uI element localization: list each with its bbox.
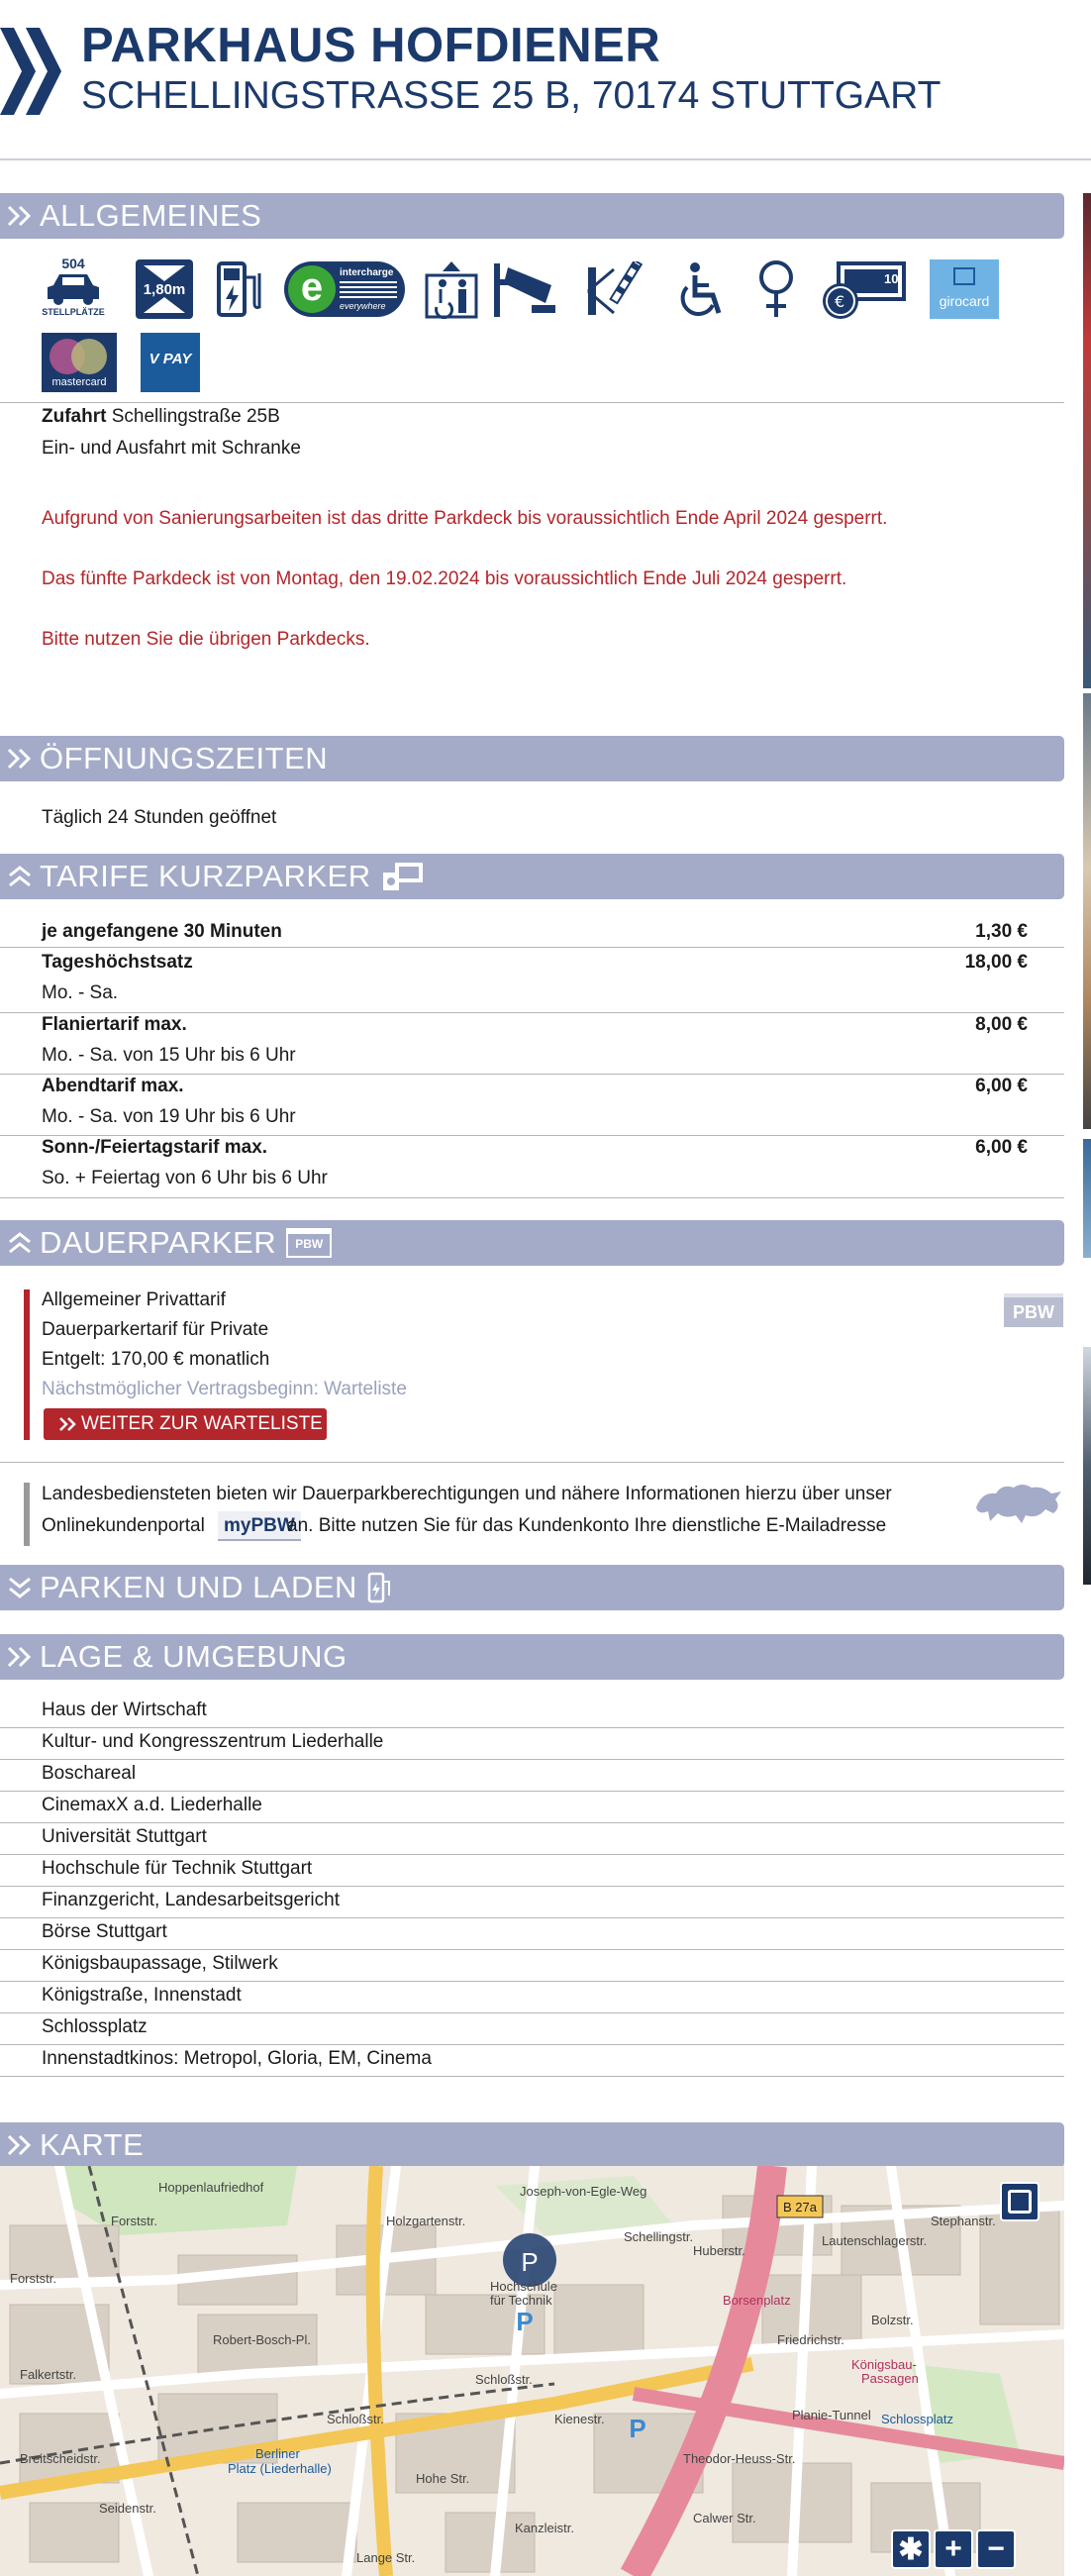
list-item: Finanzgericht, Landesarbeitsgericht bbox=[42, 1890, 341, 1910]
section-oeffnungszeiten[interactable] bbox=[0, 736, 1064, 781]
section-title: DAUERPARKER bbox=[40, 1225, 277, 1260]
list-item: Haus der Wirtschaft bbox=[42, 1700, 207, 1720]
pbw-logo-icon bbox=[286, 1228, 332, 1258]
access-value: Schellingstraße 25B bbox=[111, 406, 280, 427]
map-label: Lange Str. bbox=[356, 2550, 416, 2565]
divider bbox=[0, 2044, 1064, 2045]
map-label: Königsbau- bbox=[851, 2357, 917, 2372]
info-text: an. Bitte nutzen Sie für das Kundenkonto Ihre dienstliche E-Mailadresse bbox=[287, 1515, 887, 1536]
divider bbox=[0, 1949, 1064, 1950]
zoom-out-button[interactable]: − bbox=[976, 2529, 1016, 2569]
double-chevron-up-icon bbox=[0, 1220, 40, 1266]
divider bbox=[0, 1917, 1064, 1918]
map-label: Planie-Tunnel bbox=[792, 2408, 871, 2422]
page-address: SCHELLINGSTRASSE 25 B, 70174 STUTTGART bbox=[81, 74, 942, 117]
list-item: Hochschule für Technik Stuttgart bbox=[42, 1858, 313, 1879]
vpay-icon bbox=[141, 333, 200, 392]
divider bbox=[0, 1759, 1064, 1760]
mastercard-label: mastercard bbox=[51, 376, 107, 388]
intercharge-icon bbox=[284, 261, 405, 317]
double-chevron-logo-icon bbox=[0, 28, 71, 115]
divider bbox=[0, 1981, 1064, 1982]
girocard-label: girocard bbox=[939, 293, 990, 309]
waitlist-button[interactable] bbox=[44, 1408, 327, 1440]
accessible-elevator-icon bbox=[423, 259, 480, 319]
map-label: Hoppenlaufriedhof bbox=[158, 2180, 264, 2195]
section-allgemeines[interactable] bbox=[0, 193, 1064, 239]
page-title: PARKHAUS HOFDIENER bbox=[81, 19, 661, 72]
map-label: Holzgartenstr. bbox=[386, 2214, 466, 2228]
dauer-line: Dauerparkertarif für Private bbox=[42, 1319, 269, 1340]
section-karte[interactable] bbox=[0, 2122, 1064, 2168]
fullscreen-button[interactable] bbox=[1000, 2182, 1040, 2221]
ticket-cash-icon bbox=[381, 861, 425, 892]
tariff-detail: Mo. - Sa. bbox=[42, 982, 119, 1003]
notice-text: Bitte nutzen Sie die übrigen Parkdecks. bbox=[42, 629, 370, 650]
section-title: PARKEN UND LADEN bbox=[40, 1570, 357, 1604]
payment-count: 10 bbox=[884, 271, 899, 286]
parking-symbol: P bbox=[629, 2414, 646, 2443]
double-chevron-up-icon bbox=[0, 854, 40, 899]
ev-charging-station-icon bbox=[215, 259, 264, 319]
tariff-name: Tageshöchstsatz bbox=[42, 952, 193, 973]
bw-lion-logo-icon bbox=[972, 1478, 1065, 1525]
page-header bbox=[0, 0, 1091, 160]
notice-text: Aufgrund von Sanierungsarbeiten ist das dritte Parkdeck bis voraussichtlich Ende April 2024 gesperrt. bbox=[42, 508, 888, 529]
double-chevron-right-icon bbox=[0, 1634, 40, 1680]
map-label: Seidenstr. bbox=[99, 2501, 156, 2516]
tariff-price: 8,00 € bbox=[975, 1014, 1028, 1035]
side-photo-strip-2 bbox=[1083, 693, 1091, 1129]
list-item: Königsbaupassage, Stilwerk bbox=[42, 1953, 278, 1974]
parking-symbol: P bbox=[516, 2307, 534, 2336]
divider bbox=[0, 1822, 1064, 1823]
barrier-text: Ein- und Ausfahrt mit Schranke bbox=[42, 438, 301, 459]
map-label: Borsenplatz bbox=[723, 2293, 791, 2308]
map[interactable] bbox=[0, 2166, 1064, 2576]
tariff-detail: Mo. - Sa. von 19 Uhr bis 6 Uhr bbox=[42, 1106, 296, 1127]
side-photo-strip-4 bbox=[1083, 1347, 1091, 1585]
divider bbox=[0, 402, 1064, 403]
tariff-detail: Mo. - Sa. von 15 Uhr bis 6 Uhr bbox=[42, 1045, 296, 1066]
map-label: Bolzstr. bbox=[871, 2313, 914, 2327]
divider bbox=[0, 947, 1064, 948]
double-chevron-right-icon bbox=[0, 193, 40, 239]
divider bbox=[0, 1135, 1064, 1136]
list-item: Schlossplatz bbox=[42, 2016, 148, 2037]
double-chevron-down-icon bbox=[0, 1565, 40, 1610]
parking-marker-label: P bbox=[521, 2247, 539, 2277]
double-chevron-right-icon bbox=[59, 1417, 77, 1431]
divider bbox=[0, 1727, 1064, 1728]
divider bbox=[0, 1854, 1064, 1855]
map-label: Kanzleistr. bbox=[515, 2521, 574, 2535]
ev-charging-icon bbox=[367, 1572, 393, 1603]
map-label: Berliner bbox=[255, 2446, 300, 2461]
section-title: ALLGEMEINES bbox=[40, 198, 262, 233]
dauer-line: Allgemeiner Privattarif bbox=[42, 1289, 226, 1310]
snowflake-button[interactable]: ✱ bbox=[891, 2529, 931, 2569]
divider bbox=[0, 1012, 1064, 1013]
map-label: Falkertstr. bbox=[20, 2367, 77, 2382]
list-item: Boschareal bbox=[42, 1763, 137, 1784]
tariff-price: 1,30 € bbox=[975, 921, 1028, 942]
access-line bbox=[42, 406, 280, 428]
svg-text:€: € bbox=[835, 292, 845, 311]
cctv-camera-icon bbox=[492, 261, 557, 319]
map-label: Hohe Str. bbox=[416, 2471, 470, 2486]
map-label: Passagen bbox=[861, 2371, 919, 2386]
girocard-icon bbox=[930, 259, 999, 319]
list-item: CinemaxX a.d. Liederhalle bbox=[42, 1795, 262, 1815]
list-item: Innenstadtkinos: Metropol, Gloria, EM, Cinema bbox=[42, 2048, 432, 2069]
divider bbox=[0, 1462, 1064, 1463]
women-parking-icon bbox=[754, 259, 798, 321]
spaces-label: STELLPLÄTZE bbox=[42, 307, 105, 317]
map-label: Lautenschlagerstr. bbox=[822, 2233, 928, 2248]
section-title: TARIFE KURZPARKER bbox=[40, 859, 371, 893]
list-item: Börse Stuttgart bbox=[42, 1921, 167, 1942]
map-canvas[interactable] bbox=[0, 2166, 1064, 2576]
tariff-price: 6,00 € bbox=[975, 1137, 1028, 1158]
height-label: 1,80m bbox=[143, 281, 186, 298]
tariff-name: Sonn-/Feiertagstarif max. bbox=[42, 1137, 268, 1158]
notice-text: Das fünfte Parkdeck ist von Montag, den 19.02.2024 bis voraussichtlich Ende Juli 2024 gesperrt. bbox=[42, 568, 847, 589]
section-title: KARTE bbox=[40, 2127, 145, 2162]
map-label: Schloßstr. bbox=[327, 2412, 384, 2426]
access-label: Zufahrt bbox=[42, 406, 107, 427]
map-label: Huberstr. bbox=[693, 2243, 745, 2258]
wheelchair-icon bbox=[675, 261, 731, 319]
dauer-price: Entgelt: 170,00 € monatlich bbox=[42, 1349, 270, 1370]
spaces-count: 504 bbox=[61, 256, 85, 271]
map-label: Friedrichstr. bbox=[777, 2332, 844, 2347]
section-title: ÖFFNUNGSZEITEN bbox=[40, 741, 329, 775]
divider bbox=[0, 1791, 1064, 1792]
fullscreen-icon bbox=[1008, 2190, 1032, 2214]
side-photo-strip-3 bbox=[1083, 1139, 1091, 1258]
tariff-name: je angefangene 30 Minuten bbox=[42, 921, 282, 942]
dauer-start: Nächstmöglicher Vertragsbeginn: Warteliste bbox=[42, 1379, 407, 1399]
tariff-accent-bar bbox=[24, 1289, 30, 1440]
map-label: Theodor-Heuss-Str. bbox=[683, 2451, 796, 2466]
list-item: Königstraße, Innenstadt bbox=[42, 1985, 242, 2006]
map-label: Breitscheidstr. bbox=[20, 2451, 101, 2466]
intercharge-e-logo: e bbox=[288, 265, 336, 313]
tariff-detail: So. + Feiertag von 6 Uhr bis 6 Uhr bbox=[42, 1168, 328, 1188]
info-text: Landesbediensteten bieten wir Dauerparkberechtigungen und nähere Informationen hierzu über unser bbox=[42, 1484, 892, 1504]
intercharge-text: intercharge bbox=[340, 267, 394, 278]
map-label: Kienestr. bbox=[554, 2412, 605, 2426]
divider bbox=[0, 1197, 1064, 1198]
list-item: Kultur- und Kongresszentrum Liederhalle bbox=[42, 1731, 384, 1752]
divider bbox=[0, 1886, 1064, 1887]
double-chevron-right-icon bbox=[0, 2122, 40, 2168]
mastercard-icon bbox=[42, 333, 117, 392]
tariff-name: Flaniertarif max. bbox=[42, 1014, 187, 1035]
waitlist-button-label: WEITER ZUR WARTELISTE bbox=[81, 1413, 323, 1434]
map-label: Forststr. bbox=[10, 2271, 56, 2286]
mypbw-link[interactable]: myPBW bbox=[218, 1511, 301, 1541]
section-title: LAGE & UMGEBUNG bbox=[40, 1639, 347, 1674]
barrier-gate-icon bbox=[584, 261, 649, 319]
divider bbox=[0, 2012, 1064, 2013]
info-accent-bar bbox=[24, 1483, 30, 1546]
opening-hours: Täglich 24 Stunden geöffnet bbox=[42, 807, 277, 828]
divider bbox=[0, 1074, 1064, 1075]
double-chevron-right-icon bbox=[0, 736, 40, 781]
list-item: Universität Stuttgart bbox=[42, 1826, 207, 1847]
height-limit-icon bbox=[136, 259, 193, 319]
vpay-label: V PAY bbox=[149, 351, 192, 367]
section-parken-laden[interactable] bbox=[0, 1565, 1064, 1610]
pbw-section-badge: PBW bbox=[286, 1228, 332, 1258]
divider bbox=[0, 2076, 1064, 2077]
map-label: Schloßstr. bbox=[475, 2372, 533, 2387]
map-label: Robert-Bosch-Pl. bbox=[213, 2332, 311, 2347]
zoom-in-button[interactable]: + bbox=[934, 2529, 973, 2569]
pbw-badge: PBW bbox=[1004, 1293, 1063, 1327]
map-label: Calwer Str. bbox=[693, 2511, 756, 2525]
map-label: Platz (Liederhalle) bbox=[228, 2461, 332, 2476]
payment-machine-icon bbox=[819, 258, 908, 321]
info-text: Onlinekundenportal bbox=[42, 1515, 205, 1536]
map-label: Joseph-von-Egle-Weg bbox=[520, 2184, 647, 2199]
b27a-label: B 27a bbox=[783, 2200, 817, 2215]
intercharge-subtext: everywhere bbox=[340, 301, 386, 311]
section-dauerparker[interactable] bbox=[0, 1220, 1064, 1266]
side-photo-strip bbox=[1083, 193, 1091, 688]
map-label: Forststr. bbox=[111, 2214, 157, 2228]
car-parking-spaces-icon bbox=[42, 256, 105, 321]
tariff-price: 18,00 € bbox=[964, 952, 1028, 973]
map-label: Stephanstr. bbox=[931, 2214, 996, 2228]
section-tarife[interactable] bbox=[0, 854, 1064, 899]
tariff-name: Abendtarif max. bbox=[42, 1076, 184, 1096]
tariff-price: 6,00 € bbox=[975, 1076, 1028, 1096]
map-label: Schlossplatz bbox=[881, 2412, 953, 2426]
section-lage[interactable] bbox=[0, 1634, 1064, 1680]
map-label: Schellingstr. bbox=[624, 2229, 694, 2244]
map-label: Hochschule bbox=[490, 2279, 557, 2294]
map-label: für Technik bbox=[490, 2293, 552, 2308]
